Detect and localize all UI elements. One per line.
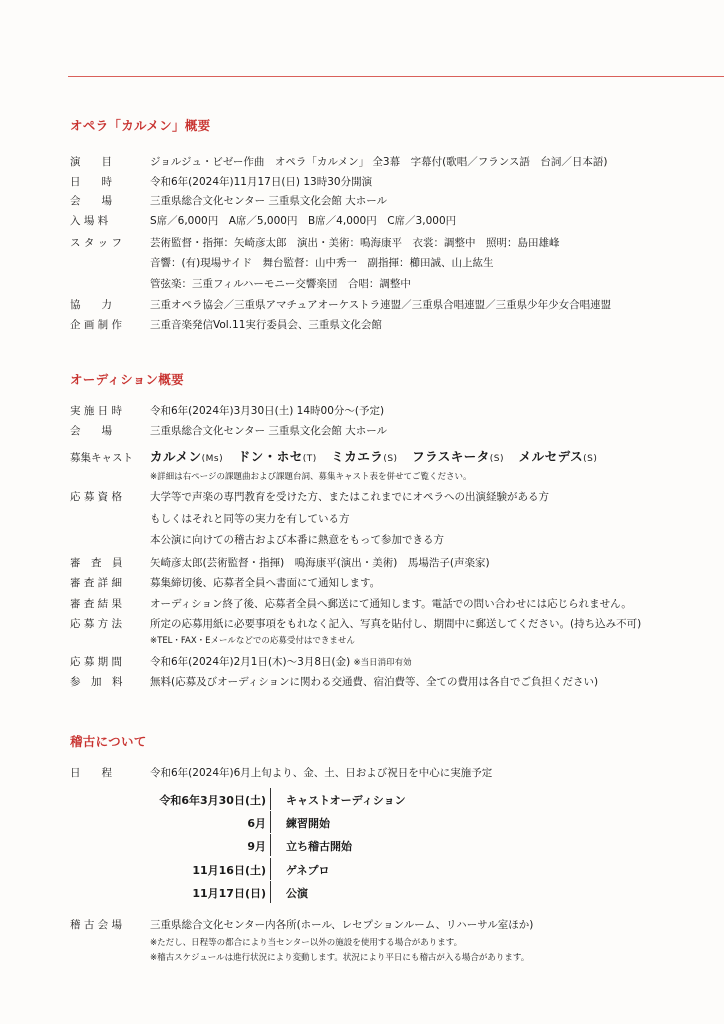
timeline-event: 練習開始 [286, 817, 330, 830]
timeline-date: 令和6年3月30日(土) [159, 794, 266, 807]
opera-row-value: 三重オペラ協会／三重県アマチュアオーケストラ連盟／三重県合唱連盟／三重県少年少女合唱連盟 [150, 299, 612, 311]
opera-row-value: S席／6,000円 A席／5,000円 B席／4,000円 C席／3,000円 [150, 215, 457, 227]
opera-row-value: 令和6年(2024年)11月17日(日) 13時30分開演 [150, 176, 373, 188]
timeline-event: ゲネプロ [286, 864, 330, 877]
timeline-event: 立ち稽古開始 [286, 840, 352, 853]
section-title-rehearsal: 稽古について [70, 734, 147, 749]
opera-row-value: 三重音楽発信Vol.11実行委員会、三重県文化会館 [150, 319, 382, 331]
opera-row-label: 演 目 [70, 156, 112, 168]
timeline-event: 公演 [286, 887, 308, 900]
timeline-date: 9月 [247, 840, 266, 853]
opera-row-label: 入 場 料 [70, 215, 109, 227]
timeline-date: 11月16日(土) [192, 864, 266, 877]
opera-row-label: 会 場 [70, 195, 112, 207]
timeline-divider [270, 858, 271, 880]
cast-note: ※詳細は右ページの課題曲および課題台詞、募集キャスト表を併せてご覧ください。 [150, 472, 472, 482]
rehearsal-note-1: ※ただし、日程等の都合により当センター以外の施設を使用する場合があります。 [150, 938, 463, 948]
section-title-audition: オーディション概要 [70, 372, 184, 387]
timeline-divider [270, 881, 271, 903]
opera-row-label: 協 力 [70, 299, 112, 311]
timeline-event: キャストオーディション [286, 794, 406, 807]
opera-row-value: ジョルジュ・ビゼー作曲 オペラ「カルメン」 全3幕 字幕付(歌唱／フランス語 台詞／日本語) [150, 156, 608, 168]
timeline-date: 11月17日(日) [192, 887, 266, 900]
timeline-divider [270, 788, 271, 810]
opera-row-label: ス タ ッ フ [70, 237, 123, 249]
section-title-opera: オペラ「カルメン」概要 [70, 118, 211, 133]
timeline-date: 6月 [247, 817, 266, 830]
cast-list: カルメン(Ms) ドン・ホセ(T) ミカエラ(S) フラスキータ(S) メルセデス(S) [150, 449, 598, 464]
rehearsal-note-2: ※稽古スケジュールは進行状況により変動します。状況により平日にも稽古が入る場合があります。 [150, 953, 530, 963]
apply-method-note: ※TEL・FAX・Eメールなどでの応募受付はできません [150, 636, 355, 646]
opera-row-value: 三重県総合文化センター 三重県文化会館 大ホール [150, 195, 388, 207]
timeline-divider [270, 811, 271, 833]
timeline-divider [270, 834, 271, 856]
top-divider [68, 76, 724, 77]
opera-row-label: 企 画 制 作 [70, 319, 123, 331]
opera-row-value: 芸術監督・指揮：矢崎彦太郎 演出・美術：鳴海康平 衣裳：調整中 照明：島田雄峰 [150, 237, 560, 249]
opera-row-value: 音響：(有)現場サイド 舞台監督：山中秀一 副指揮：櫛田誠、山上紘生 [150, 257, 494, 269]
opera-row-label: 日 時 [70, 176, 112, 188]
opera-row-value: 管弦楽：三重フィルハーモニー交響楽団 合唱：調整中 [150, 278, 411, 290]
